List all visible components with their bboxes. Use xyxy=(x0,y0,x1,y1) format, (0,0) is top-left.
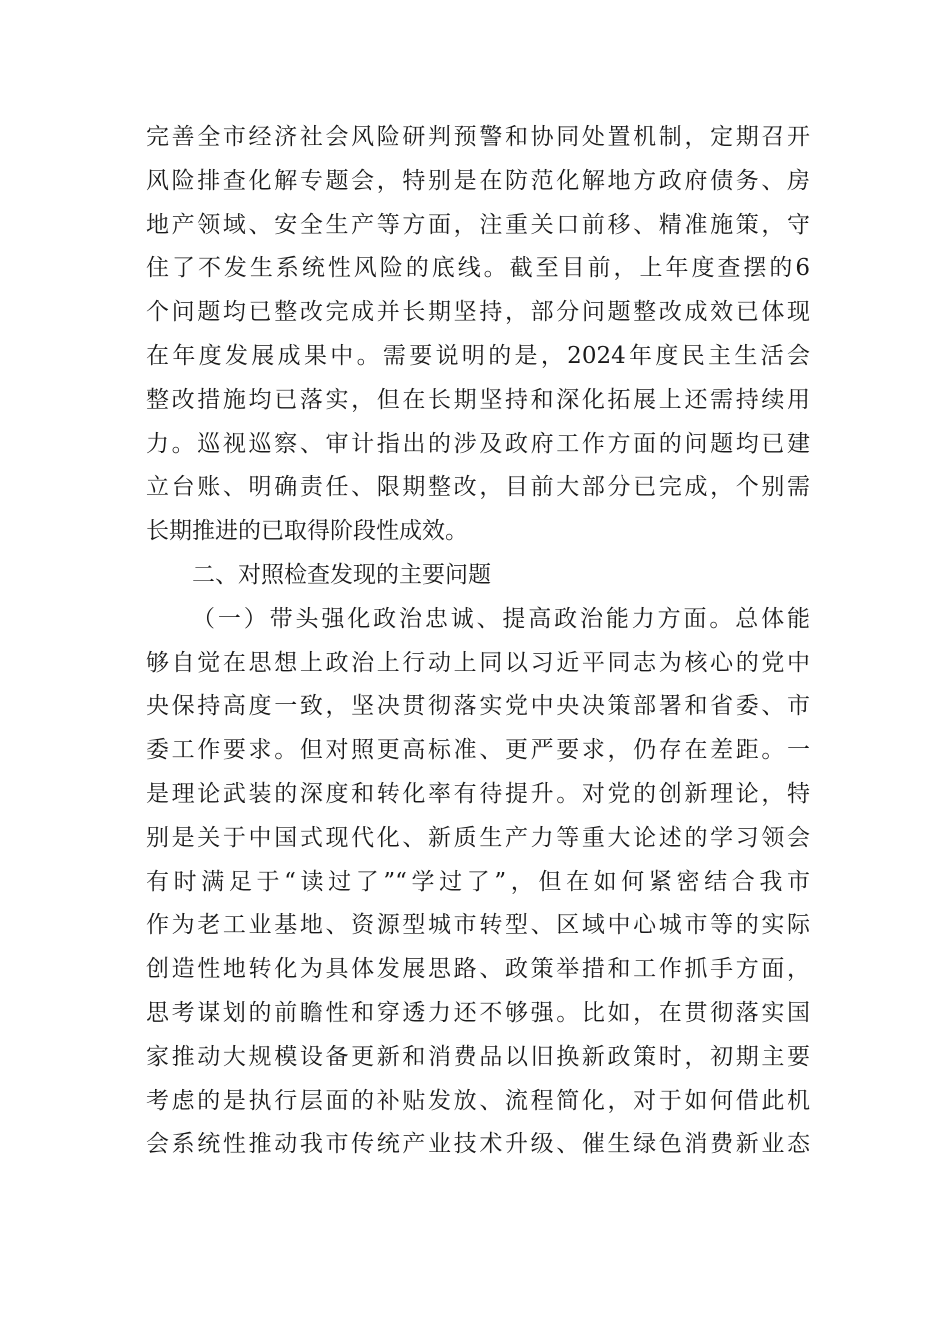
text-line: 力。巡视巡察、审计指出的涉及政府工作方面的问题均已建 xyxy=(146,430,810,457)
text-line: 考虑的是执行层面的补贴发放、流程简化，对于如何借此机 xyxy=(146,1087,810,1114)
text-line: 别是关于中国式现代化、新质生产力等重大论述的学习领会 xyxy=(146,824,810,851)
text-line: 完善全市经济社会风险研判预警和协同处置机制，定期召开 xyxy=(146,124,810,150)
subsection-title: （一）带头强化政治忠诚、提高政治能力方面。 xyxy=(192,605,736,632)
text-line: 风险排查化解专题会，特别是在防范化解地方政府债务、房 xyxy=(146,167,810,194)
text-line: 在年度发展成果中。需要说明的是，2024年度民主生活会 xyxy=(146,342,810,369)
text-line: 思考谋划的前瞻性和穿透力还不够强。比如，在贯彻落实国 xyxy=(146,999,810,1026)
section-heading: 二、对照检查发现的主要问题 xyxy=(192,561,491,588)
text-line: 是理论武装的深度和转化率有待提升。对党的创新理论，特 xyxy=(146,780,810,807)
text-line: 长期推进的已取得阶段性成效。 xyxy=(146,518,468,545)
text-line: 央保持高度一致，坚决贯彻落实党中央决策部署和省委、市 xyxy=(146,693,810,720)
text-line: 家推动大规模设备更新和消费品以旧换新政策时，初期主要 xyxy=(146,1043,810,1070)
text-line: 整改措施均已落实，但在长期坚持和深化拓展上还需持续用 xyxy=(146,386,810,413)
paragraph-first-line xyxy=(146,598,810,642)
text-line: 委工作要求。但对照更高标准、更严要求，仍存在差距。一 xyxy=(146,737,810,764)
text-line: 立台账、明确责任、限期整改，目前大部分已完成，个别需 xyxy=(146,474,810,501)
text-line: 作为老工业基地、资源型城市转型、区域中心城市等的实际 xyxy=(146,912,810,939)
text-line: 会系统性推动我市传统产业技术升级、催生绿色消费新业态 xyxy=(146,1131,810,1158)
document-body xyxy=(146,116,810,1167)
paragraph-risk-prevention xyxy=(146,116,810,554)
text-line: 地产领域、安全生产等方面，注重关口前移、精准施策，守 xyxy=(146,211,810,238)
text-line: 个问题均已整改完成并长期坚持，部分问题整改成效已体现 xyxy=(146,299,810,326)
paragraph-political-loyalty xyxy=(146,598,810,1167)
text-line: 有时满足于“读过了”“学过了”，但在如何紧密结合我市 xyxy=(146,868,810,895)
text-line: 够自觉在思想上政治上行动上同以习近平同志为核心的党中 xyxy=(146,649,810,676)
text-line: 创造性地转化为具体发展思路、政策举措和工作抓手方面， xyxy=(146,956,810,983)
text-fragment: 总体能 xyxy=(735,605,811,632)
text-line: 住了不发生系统性风险的底线。截至目前，上年度查摆的6 xyxy=(146,255,810,282)
